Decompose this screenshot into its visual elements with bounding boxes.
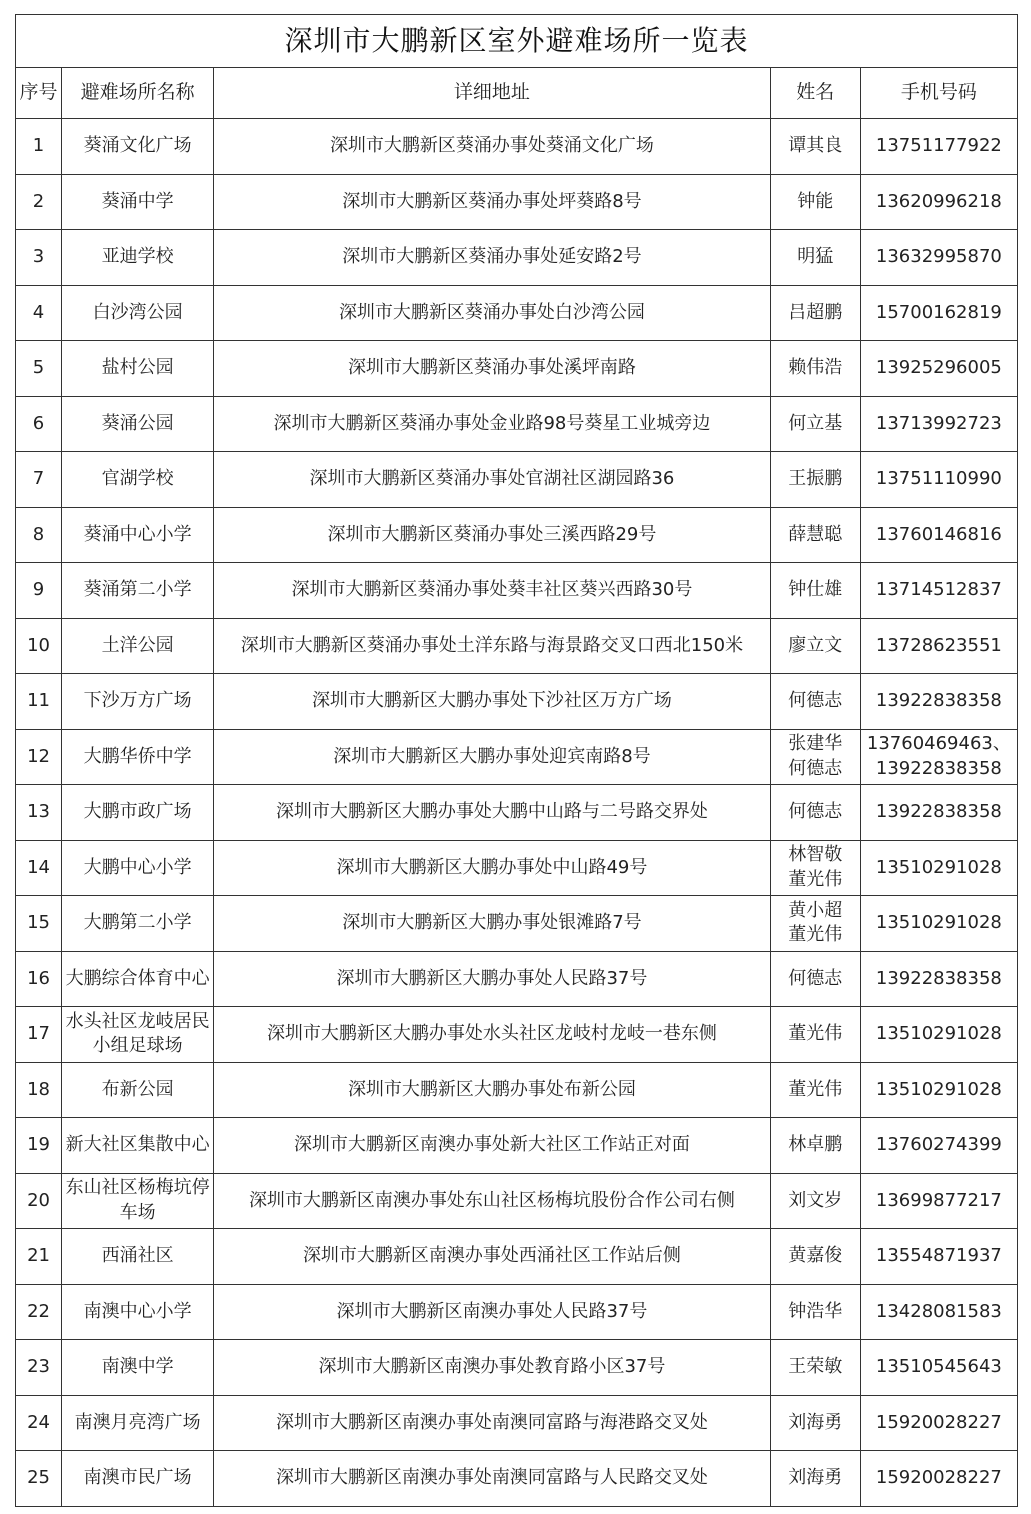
cell-no: 7: [16, 452, 62, 508]
cell-phone: 13713992723: [860, 396, 1017, 452]
cell-address: 深圳市大鹏新区大鹏办事处下沙社区万方广场: [214, 674, 771, 730]
cell-contact-person: 钟仕雄: [770, 563, 860, 619]
cell-no: 12: [16, 729, 62, 785]
header-name: 避难场所名称: [62, 68, 214, 119]
cell-address: 深圳市大鹏新区大鹏办事处人民路37号: [214, 951, 771, 1007]
cell-phone: 13510545643: [860, 1340, 1017, 1396]
cell-contact-person: 董光伟: [770, 1007, 860, 1063]
cell-contact-person: 刘文岁: [770, 1173, 860, 1229]
cell-shelter-name: 葵涌第二小学: [62, 563, 214, 619]
table-row: [16, 1340, 1018, 1396]
cell-address: 深圳市大鹏新区葵涌办事处官湖社区湖园路36: [214, 452, 771, 508]
table-row: [16, 341, 1018, 397]
cell-address: 深圳市大鹏新区葵涌办事处白沙湾公园: [214, 285, 771, 341]
cell-phone: 13760146816: [860, 507, 1017, 563]
table-row: [16, 563, 1018, 619]
cell-no: 23: [16, 1340, 62, 1396]
cell-contact-person: 黄小超 董光伟: [770, 896, 860, 952]
cell-contact-person: 刘海勇: [770, 1451, 860, 1507]
cell-address: 深圳市大鹏新区大鹏办事处银滩路7号: [214, 896, 771, 952]
cell-phone: 13925296005: [860, 341, 1017, 397]
table-body: [16, 119, 1018, 1507]
cell-no: 24: [16, 1395, 62, 1451]
table-row: [16, 1229, 1018, 1285]
cell-no: 14: [16, 840, 62, 896]
table-row: [16, 1395, 1018, 1451]
table-row: [16, 174, 1018, 230]
cell-no: 3: [16, 230, 62, 286]
cell-phone: 13751110990: [860, 452, 1017, 508]
table-row: [16, 119, 1018, 175]
cell-phone: 13728623551: [860, 618, 1017, 674]
cell-phone: 13428081583: [860, 1284, 1017, 1340]
cell-no: 5: [16, 341, 62, 397]
cell-shelter-name: 大鹏华侨中学: [62, 729, 214, 785]
cell-no: 25: [16, 1451, 62, 1507]
cell-shelter-name: 大鹏综合体育中心: [62, 951, 214, 1007]
cell-no: 9: [16, 563, 62, 619]
cell-shelter-name: 葵涌中心小学: [62, 507, 214, 563]
cell-no: 6: [16, 396, 62, 452]
cell-contact-person: 吕超鹏: [770, 285, 860, 341]
shelter-table-container: [15, 14, 1018, 1507]
table-row: [16, 452, 1018, 508]
cell-shelter-name: 土洋公园: [62, 618, 214, 674]
table-row: [16, 1062, 1018, 1118]
cell-shelter-name: 南澳月亮湾广场: [62, 1395, 214, 1451]
cell-contact-person: 董光伟: [770, 1062, 860, 1118]
cell-address: 深圳市大鹏新区南澳办事处新大社区工作站正对面: [214, 1118, 771, 1174]
table-row: [16, 840, 1018, 896]
table-row: [16, 1007, 1018, 1063]
cell-no: 17: [16, 1007, 62, 1063]
header-no: 序号: [16, 68, 62, 119]
header-row: [16, 68, 1018, 119]
cell-shelter-name: 西涌社区: [62, 1229, 214, 1285]
table-title: 深圳市大鹏新区室外避难场所一览表: [16, 15, 1018, 68]
cell-no: 20: [16, 1173, 62, 1229]
cell-contact-person: 张建华 何德志: [770, 729, 860, 785]
cell-shelter-name: 大鹏第二小学: [62, 896, 214, 952]
cell-address: 深圳市大鹏新区南澳办事处东山社区杨梅坑股份合作公司右侧: [214, 1173, 771, 1229]
cell-no: 1: [16, 119, 62, 175]
table-row: [16, 1451, 1018, 1507]
cell-contact-person: 钟能: [770, 174, 860, 230]
cell-address: 深圳市大鹏新区葵涌办事处溪坪南路: [214, 341, 771, 397]
cell-shelter-name: 布新公园: [62, 1062, 214, 1118]
cell-no: 21: [16, 1229, 62, 1285]
cell-contact-person: 何德志: [770, 785, 860, 841]
cell-contact-person: 钟浩华: [770, 1284, 860, 1340]
cell-shelter-name: 盐村公园: [62, 341, 214, 397]
cell-no: 13: [16, 785, 62, 841]
cell-phone: 13554871937: [860, 1229, 1017, 1285]
cell-shelter-name: 葵涌文化广场: [62, 119, 214, 175]
cell-shelter-name: 葵涌公园: [62, 396, 214, 452]
cell-phone: 13510291028: [860, 1007, 1017, 1063]
cell-phone: 13632995870: [860, 230, 1017, 286]
table-row: [16, 230, 1018, 286]
cell-phone: 13922838358: [860, 951, 1017, 1007]
cell-shelter-name: 下沙万方广场: [62, 674, 214, 730]
table-row: [16, 1118, 1018, 1174]
cell-phone: 13510291028: [860, 1062, 1017, 1118]
cell-shelter-name: 葵涌中学: [62, 174, 214, 230]
table-row: [16, 396, 1018, 452]
cell-address: 深圳市大鹏新区大鹏办事处中山路49号: [214, 840, 771, 896]
cell-no: 8: [16, 507, 62, 563]
cell-no: 19: [16, 1118, 62, 1174]
cell-no: 22: [16, 1284, 62, 1340]
cell-contact-person: 王振鹏: [770, 452, 860, 508]
cell-shelter-name: 水头社区龙岐居民小组足球场: [62, 1007, 214, 1063]
cell-phone: 13760469463、 13922838358: [860, 729, 1017, 785]
cell-phone: 13714512837: [860, 563, 1017, 619]
table-row: [16, 1173, 1018, 1229]
shelter-table: [15, 14, 1018, 1507]
cell-address: 深圳市大鹏新区大鹏办事处布新公园: [214, 1062, 771, 1118]
cell-shelter-name: 东山社区杨梅坑停车场: [62, 1173, 214, 1229]
cell-no: 10: [16, 618, 62, 674]
cell-no: 11: [16, 674, 62, 730]
cell-address: 深圳市大鹏新区大鹏办事处大鹏中山路与二号路交界处: [214, 785, 771, 841]
cell-contact-person: 黄嘉俊: [770, 1229, 860, 1285]
cell-phone: 13760274399: [860, 1118, 1017, 1174]
cell-phone: 15920028227: [860, 1451, 1017, 1507]
table-row: [16, 507, 1018, 563]
cell-shelter-name: 亚迪学校: [62, 230, 214, 286]
cell-shelter-name: 南澳中心小学: [62, 1284, 214, 1340]
cell-shelter-name: 大鹏中心小学: [62, 840, 214, 896]
cell-contact-person: 赖伟浩: [770, 341, 860, 397]
cell-address: 深圳市大鹏新区葵涌办事处金业路98号葵星工业城旁边: [214, 396, 771, 452]
cell-address: 深圳市大鹏新区大鹏办事处迎宾南路8号: [214, 729, 771, 785]
header-address: 详细地址: [214, 68, 771, 119]
cell-contact-person: 薛慧聪: [770, 507, 860, 563]
cell-phone: 13620996218: [860, 174, 1017, 230]
cell-address: 深圳市大鹏新区葵涌办事处延安路2号: [214, 230, 771, 286]
cell-address: 深圳市大鹏新区葵涌办事处三溪西路29号: [214, 507, 771, 563]
cell-phone: 13922838358: [860, 674, 1017, 730]
cell-contact-person: 林卓鹏: [770, 1118, 860, 1174]
table-row: [16, 674, 1018, 730]
cell-contact-person: 王荣敏: [770, 1340, 860, 1396]
cell-shelter-name: 南澳市民广场: [62, 1451, 214, 1507]
cell-address: 深圳市大鹏新区大鹏办事处水头社区龙岐村龙岐一巷东侧: [214, 1007, 771, 1063]
table-row: [16, 1284, 1018, 1340]
header-phone: 手机号码: [860, 68, 1017, 119]
cell-address: 深圳市大鹏新区南澳办事处西涌社区工作站后侧: [214, 1229, 771, 1285]
cell-no: 15: [16, 896, 62, 952]
cell-address: 深圳市大鹏新区葵涌办事处土洋东路与海景路交叉口西北150米: [214, 618, 771, 674]
cell-contact-person: 林智敬 董光伟: [770, 840, 860, 896]
cell-contact-person: 何德志: [770, 674, 860, 730]
cell-contact-person: 刘海勇: [770, 1395, 860, 1451]
table-row: [16, 285, 1018, 341]
cell-address: 深圳市大鹏新区南澳办事处教育路小区37号: [214, 1340, 771, 1396]
cell-shelter-name: 官湖学校: [62, 452, 214, 508]
cell-no: 16: [16, 951, 62, 1007]
cell-phone: 13751177922: [860, 119, 1017, 175]
cell-phone: 13510291028: [860, 896, 1017, 952]
cell-contact-person: 明猛: [770, 230, 860, 286]
header-person: 姓名: [770, 68, 860, 119]
table-row: [16, 618, 1018, 674]
cell-no: 4: [16, 285, 62, 341]
table-row: [16, 785, 1018, 841]
cell-address: 深圳市大鹏新区葵涌办事处坪葵路8号: [214, 174, 771, 230]
cell-contact-person: 廖立文: [770, 618, 860, 674]
cell-phone: 13922838358: [860, 785, 1017, 841]
cell-contact-person: 谭其良: [770, 119, 860, 175]
table-row: [16, 729, 1018, 785]
cell-phone: 15700162819: [860, 285, 1017, 341]
cell-no: 18: [16, 1062, 62, 1118]
cell-shelter-name: 大鹏市政广场: [62, 785, 214, 841]
cell-address: 深圳市大鹏新区葵涌办事处葵涌文化广场: [214, 119, 771, 175]
cell-shelter-name: 新大社区集散中心: [62, 1118, 214, 1174]
cell-no: 2: [16, 174, 62, 230]
cell-address: 深圳市大鹏新区南澳办事处南澳同富路与海港路交叉处: [214, 1395, 771, 1451]
cell-address: 深圳市大鹏新区南澳办事处南澳同富路与人民路交叉处: [214, 1451, 771, 1507]
cell-shelter-name: 南澳中学: [62, 1340, 214, 1396]
table-row: [16, 951, 1018, 1007]
cell-contact-person: 何立基: [770, 396, 860, 452]
table-row: [16, 896, 1018, 952]
cell-phone: 13699877217: [860, 1173, 1017, 1229]
cell-contact-person: 何德志: [770, 951, 860, 1007]
cell-phone: 15920028227: [860, 1395, 1017, 1451]
cell-phone: 13510291028: [860, 840, 1017, 896]
cell-shelter-name: 白沙湾公园: [62, 285, 214, 341]
cell-address: 深圳市大鹏新区南澳办事处人民路37号: [214, 1284, 771, 1340]
cell-address: 深圳市大鹏新区葵涌办事处葵丰社区葵兴西路30号: [214, 563, 771, 619]
